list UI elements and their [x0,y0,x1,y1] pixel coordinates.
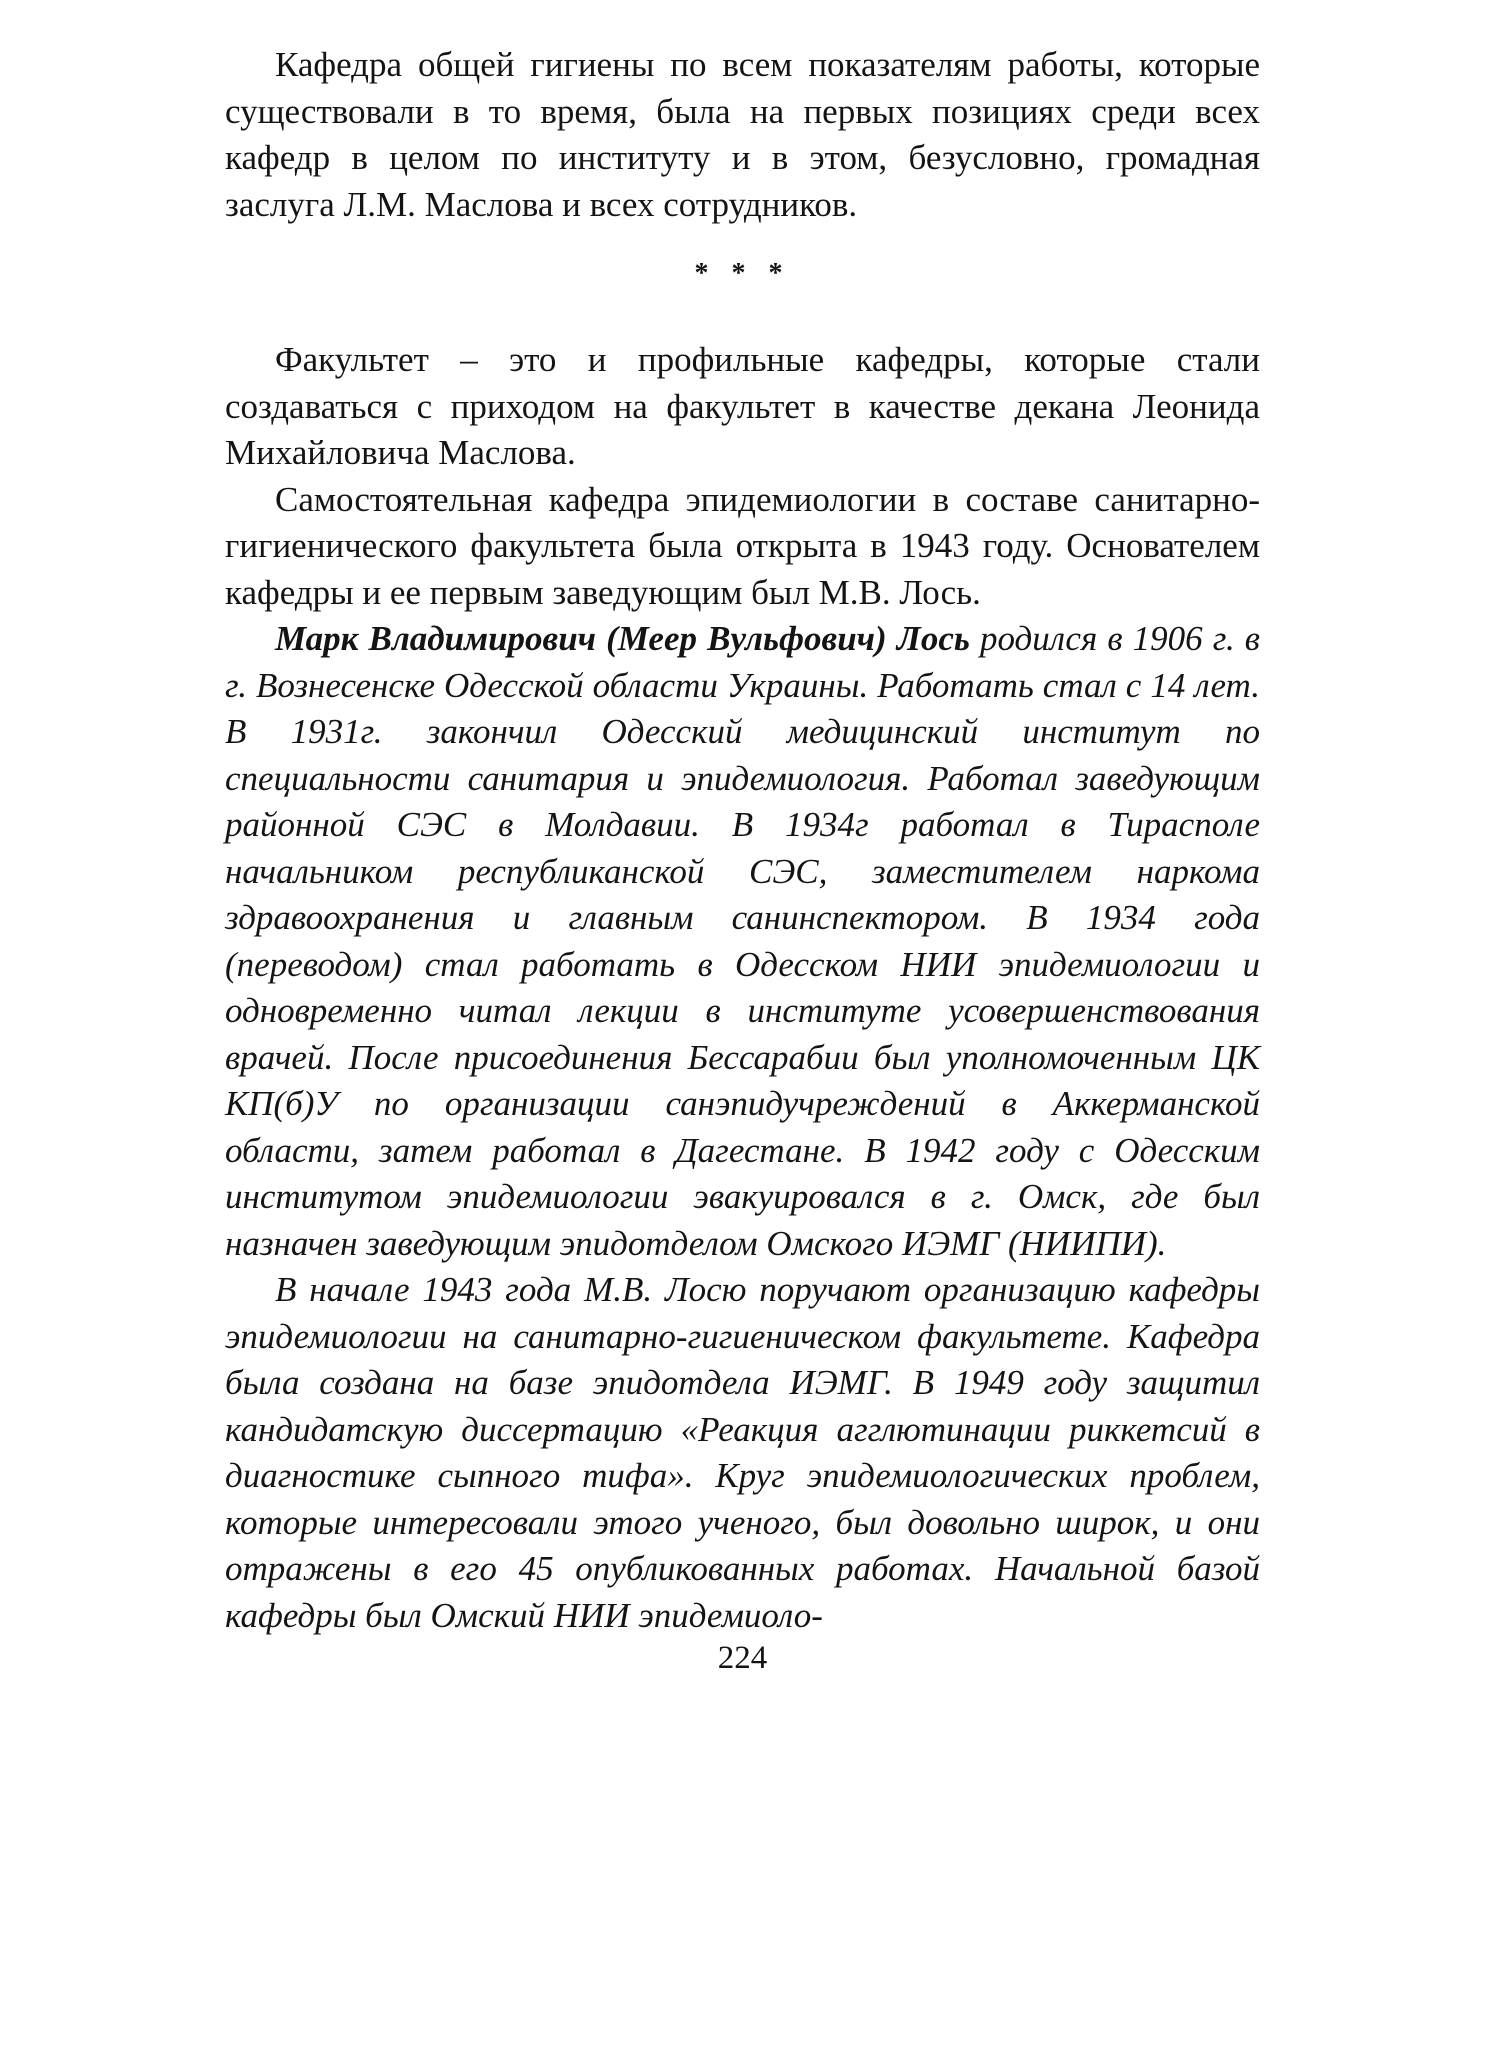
biography-text: родился в 1906 г. в г. Вознесенске Одесской области Украины. Работать стал с 14 лет. В 1931г. закончил Одесский медицинский институт по специальности санитария и эпидемиология. Работал заведующим районной СЭС в Молдавии. В 1934г работал в Тирасполе начальником республиканской СЭС, заместителем наркома здравоохранения и главным санинспектором. В 1934 года (переводом) стал работать в Одесском НИИ эпидемиологии и одновременно читал лекции в институте усовершенствования врачей. После присоединения Бессарабии был уполномоченным ЦК КП(б)У по организации санэпидучреждений в Аккерманской области, затем работал в Дагестане. В 1942 году с Одесским институтом эпидемиологии эвакуировался в г. Омск, где был назначен заведующим эпидотделом Омского ИЭМГ (НИИПИ). [225,619,1260,1263]
paragraph-epidemiology-department: Самостоятельная кафедра эпидемиологии в составе санитарно-гигиенического факультета была открыта в 1943 году. Основателем кафедры и ее первым заведующим был М.В. Лось. [225,479,1260,612]
paragraph-block-1 [225,42,1260,228]
section-separator: * * * [694,258,791,289]
paragraph-block-2 [225,337,1260,1639]
page-number: 224 [717,1640,768,1676]
paragraph-department-founding: В начале 1943 года М.В. Лосю поручают организацию кафедры эпидемиологии на санитарно-гигиеническом факультете. Кафедра была создана на базе эпидотдела ИЭМГ. В 1949 году защитил кандидатскую диссертацию «Реакция агглютинации риккетсий в диагностике сыпного тифа». Круг эпидемиологических проблем, которые интересовали этого ученого, был довольно широк, и они отражены в его 45 опубликованных работах. Начальной базой кафедры был Омский НИИ эпидемиоло- [225,1270,1260,1635]
biography-name: Марк Владимирович (Меер Вульфович) Лось [275,619,970,658]
paragraph-faculty: Факультет – это и профильные кафедры, которые стали создаваться с приходом на факультет в качестве декана Леонида Михайловича Маслова. [225,340,1260,472]
paragraph-hygiene-department: Кафедра общей гигиены по всем показателям работы, которые существовали в то время, была на первых позициях среди всех кафедр в целом по институту и в этом, безусловно, громадная заслуга Л.М. Маслова и всех сотрудников. [225,45,1260,224]
paragraph-biography [225,616,1260,1267]
